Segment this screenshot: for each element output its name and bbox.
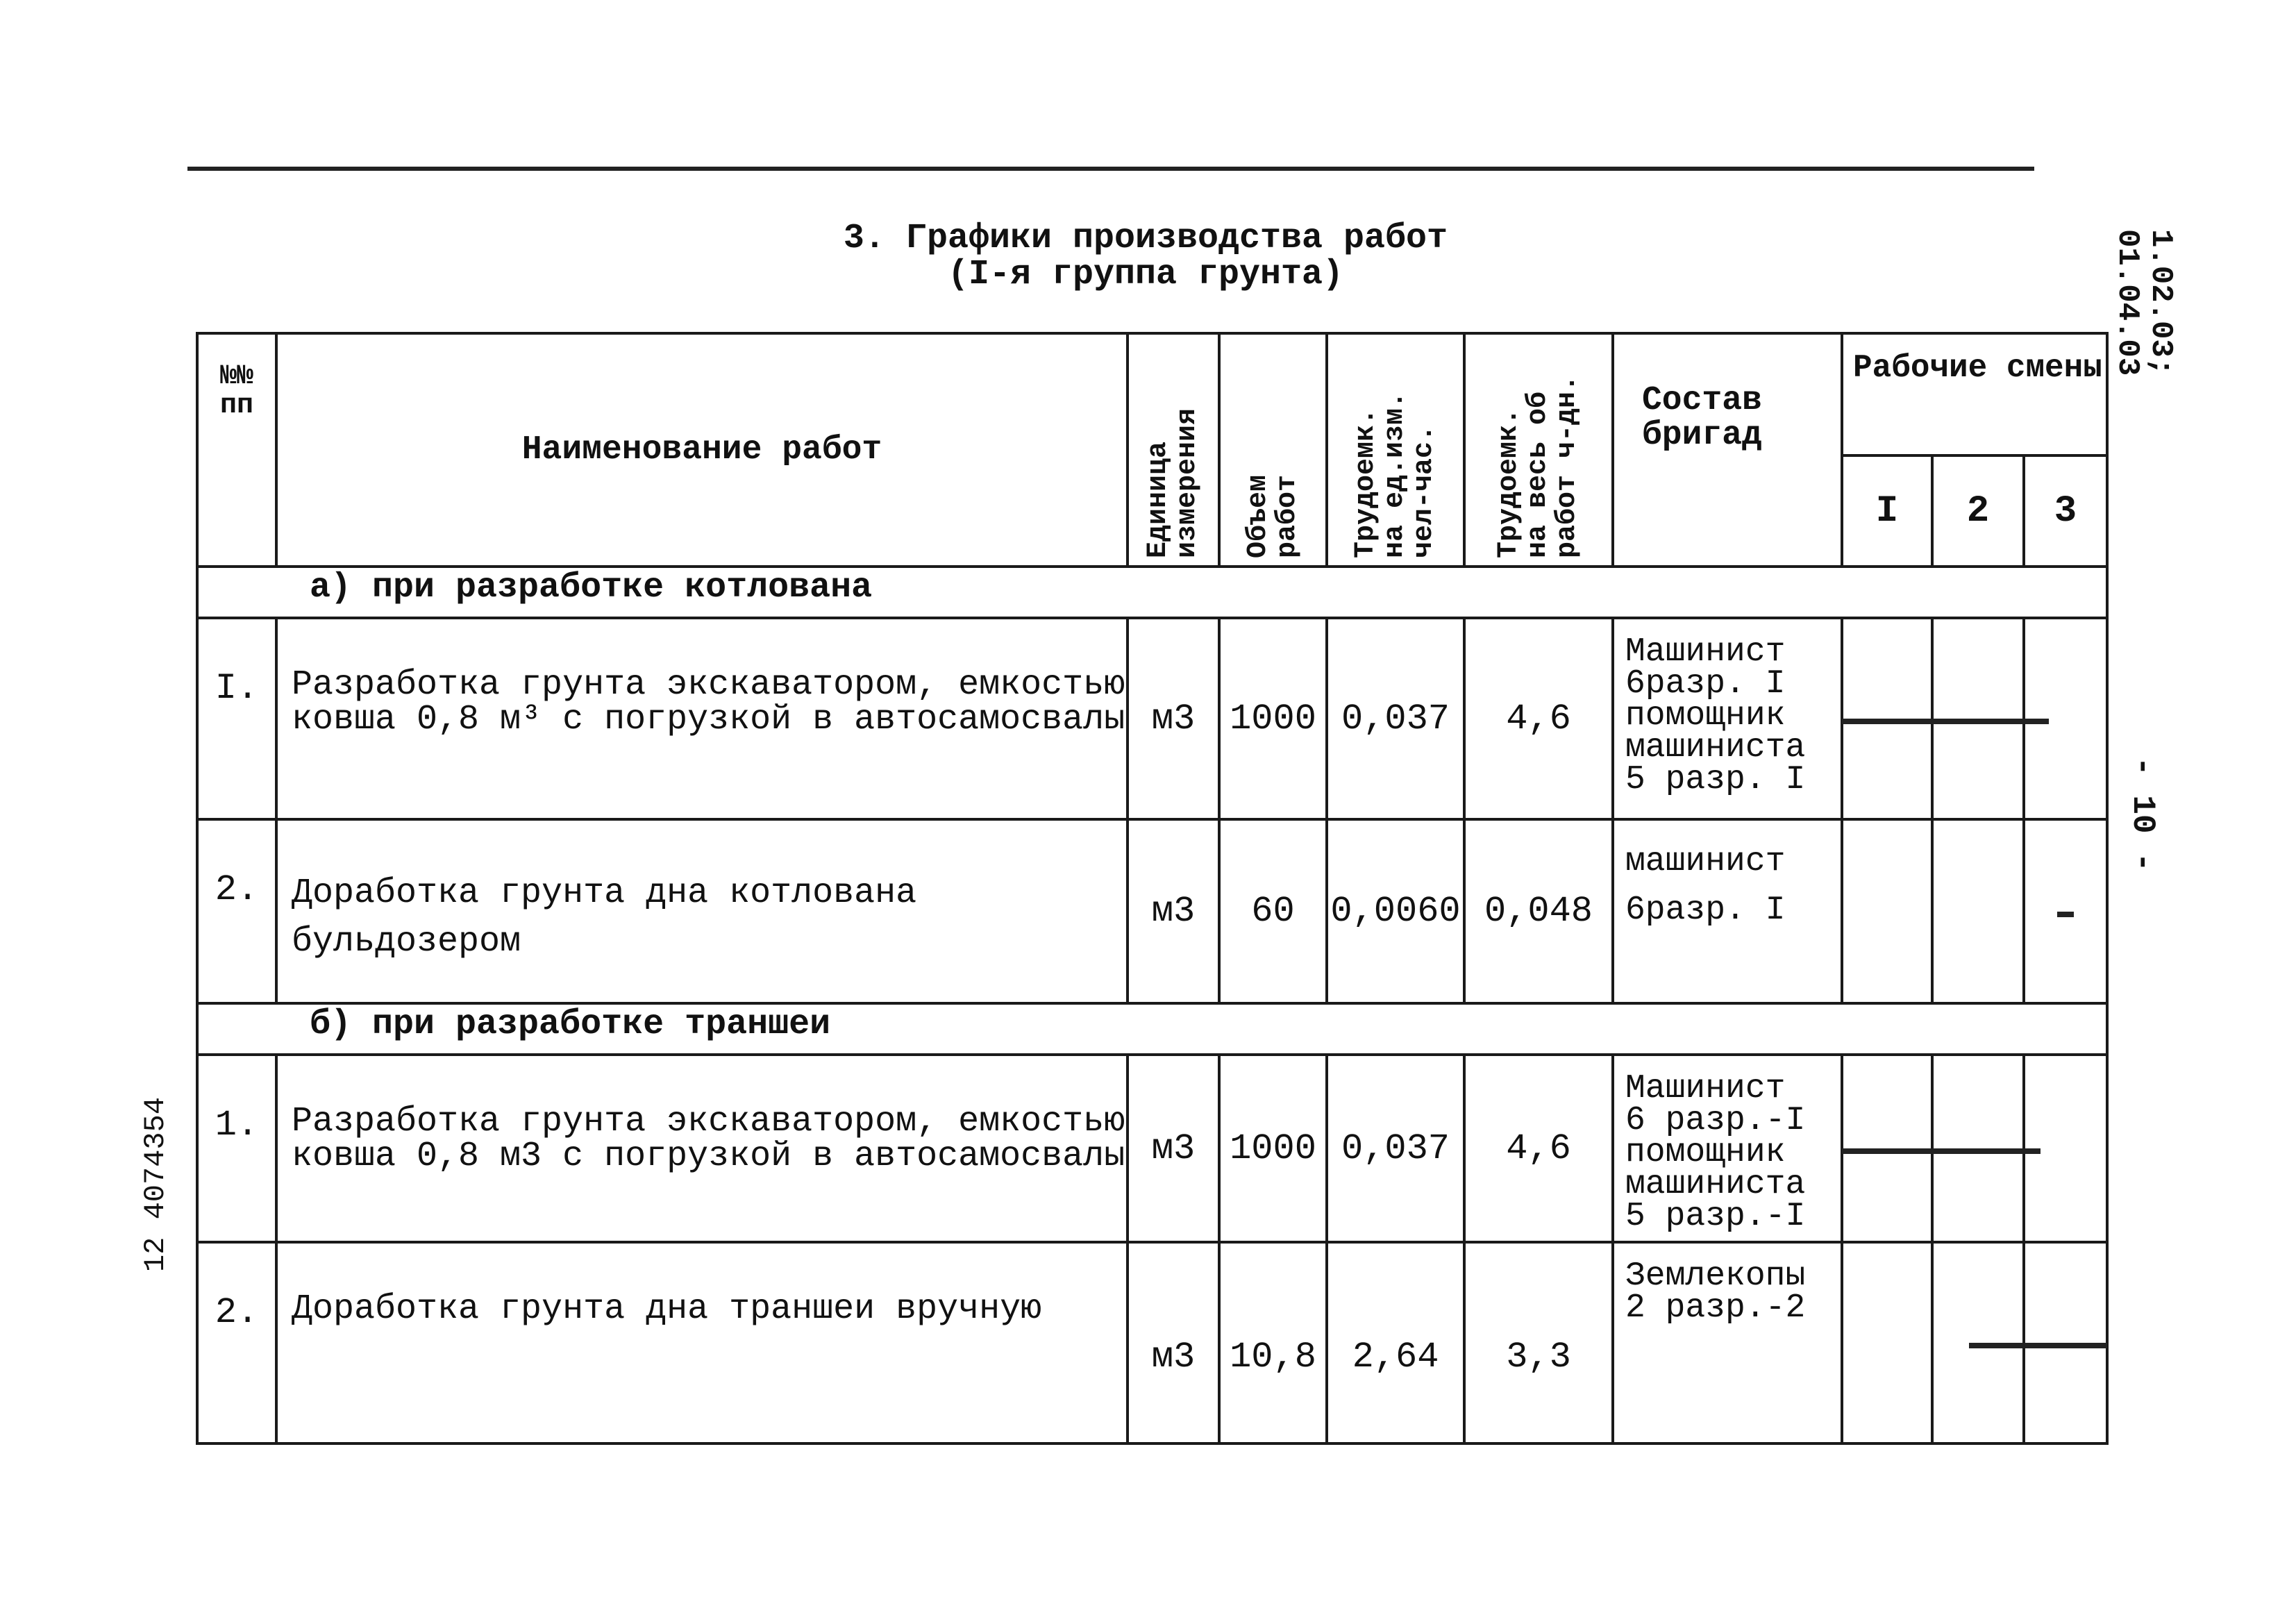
row-brigade: Землекопы 2 разр.-2 bbox=[1613, 1242, 1842, 1443]
shift-bar bbox=[2057, 912, 2074, 917]
header-num: №№ пп bbox=[197, 333, 276, 567]
shift-bar bbox=[1842, 719, 2049, 724]
document-code: 1.02.03; 01.04.03 bbox=[2110, 229, 2178, 376]
row-name: Доработка грунта дна траншеи вручную bbox=[276, 1242, 1128, 1443]
header-labor-unit: Трудоемк. на ед.изм. чел-час. bbox=[1327, 333, 1464, 567]
table-row bbox=[197, 1055, 2107, 1242]
section-a-row bbox=[197, 567, 2107, 618]
row-volume: 1000 bbox=[1219, 1055, 1327, 1242]
shift-bar bbox=[1842, 1148, 2041, 1154]
header-row bbox=[197, 333, 2107, 455]
row-brigade: Машинист 6разр. I помощник машиниста 5 разр. I bbox=[1613, 618, 1842, 819]
row-volume: 1000 bbox=[1219, 618, 1327, 819]
row-labor-unit: 0,0060 bbox=[1327, 819, 1464, 1003]
row-num: 2. bbox=[197, 819, 276, 1003]
shift-3: 3 bbox=[2024, 455, 2107, 567]
row-labor-unit: 2,64 bbox=[1327, 1242, 1464, 1443]
row-num: 2. bbox=[197, 1242, 276, 1443]
row-labor-total: 4,6 bbox=[1464, 618, 1613, 819]
table-row bbox=[197, 1242, 2107, 1443]
row-unit: м3 bbox=[1128, 1242, 1219, 1443]
row-volume: 10,8 bbox=[1219, 1242, 1327, 1443]
header-brigade: Состав бригад bbox=[1613, 333, 1842, 567]
table-row bbox=[197, 819, 2107, 1003]
section-a-title: а) при разработке котлована bbox=[197, 567, 2107, 618]
shift-bar bbox=[1969, 1343, 2107, 1348]
section-b-title: б) при разработке траншеи bbox=[197, 1003, 2107, 1055]
work-schedule-table bbox=[196, 332, 2109, 1445]
shift-cell bbox=[1932, 819, 2024, 1003]
title-line-1: 3. Графики производства работ bbox=[843, 219, 1448, 258]
row-name: Разработка грунта экскаватором, емкостью ковша 0,8 м³ с погрузкой в автосамосвалы bbox=[276, 618, 1128, 819]
row-labor-unit: 0,037 bbox=[1327, 618, 1464, 819]
row-brigade: машинист 6разр. I bbox=[1613, 819, 1842, 1003]
shift-2: 2 bbox=[1932, 455, 2024, 567]
row-unit: м3 bbox=[1128, 1055, 1219, 1242]
header-labor-total: Трудоемк. на весь об работ ч-дн. bbox=[1464, 333, 1613, 567]
row-name: Разработка грунта экскаватором, емкостью ковша 0,8 м3 с погрузкой в автосамосвалы bbox=[276, 1055, 1128, 1242]
section-b-row bbox=[197, 1003, 2107, 1055]
archive-stamp: 12 4074354 bbox=[139, 1097, 172, 1273]
row-labor-total: 3,3 bbox=[1464, 1242, 1613, 1443]
row-unit: м3 bbox=[1128, 618, 1219, 819]
row-num: 1. bbox=[197, 1055, 276, 1242]
top-rule bbox=[187, 167, 2034, 171]
row-labor-total: 0,048 bbox=[1464, 819, 1613, 1003]
row-brigade: Машинист 6 разр.-I помощник машиниста 5 разр.-I bbox=[1613, 1055, 1842, 1242]
shift-cell bbox=[1842, 1242, 1932, 1443]
row-name: Доработка грунта дна котлована бульдозером bbox=[276, 819, 1128, 1003]
header-volume: Объем работ bbox=[1219, 333, 1327, 567]
shift-cell bbox=[1842, 819, 1932, 1003]
row-unit: м3 bbox=[1128, 819, 1219, 1003]
page-number: - 10 - bbox=[2125, 757, 2161, 872]
row-labor-unit: 0,037 bbox=[1327, 1055, 1464, 1242]
row-labor-total: 4,6 bbox=[1464, 1055, 1613, 1242]
header-name: Наименование работ bbox=[276, 333, 1128, 567]
table-row bbox=[197, 618, 2107, 819]
title-line-2: (I-я группа грунта) bbox=[947, 255, 1344, 294]
row-volume: 60 bbox=[1219, 819, 1327, 1003]
shift-1: I bbox=[1842, 455, 1932, 567]
page-title bbox=[694, 221, 1597, 293]
row-num: I. bbox=[197, 618, 276, 819]
header-shifts: Рабочие смены bbox=[1842, 333, 2107, 455]
header-unit: Единица измерения bbox=[1128, 333, 1219, 567]
